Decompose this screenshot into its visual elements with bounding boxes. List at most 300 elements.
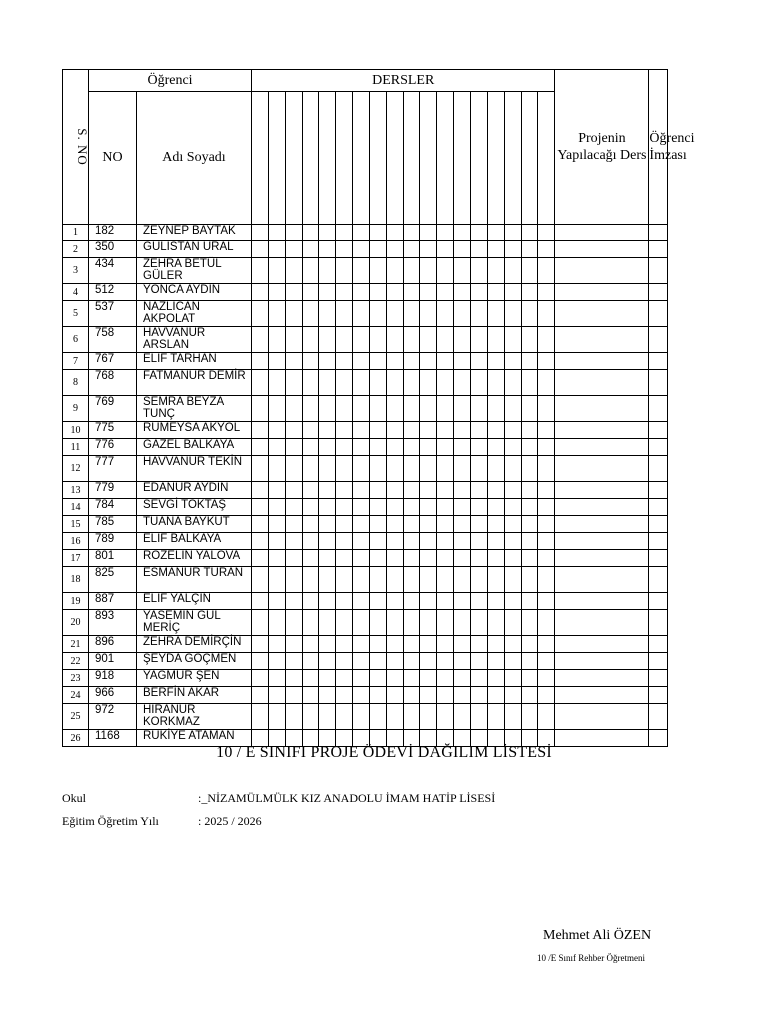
row-subject-cell[interactable]	[521, 567, 538, 593]
row-subject-cell[interactable]	[538, 499, 555, 516]
row-subject-cell[interactable]	[454, 456, 471, 482]
row-subject-cell[interactable]	[285, 593, 302, 610]
row-signature-cell[interactable]	[649, 422, 668, 439]
row-subject-cell[interactable]	[521, 653, 538, 670]
row-subject-cell[interactable]	[487, 456, 504, 482]
row-subject-cell[interactable]	[268, 284, 285, 301]
row-subject-cell[interactable]	[252, 499, 269, 516]
row-subject-cell[interactable]	[403, 593, 420, 610]
row-subject-cell[interactable]	[285, 456, 302, 482]
row-subject-cell[interactable]	[252, 704, 269, 730]
row-subject-cell[interactable]	[538, 225, 555, 241]
row-subject-cell[interactable]	[470, 516, 487, 533]
row-subject-cell[interactable]	[268, 516, 285, 533]
row-subject-cell[interactable]	[336, 533, 353, 550]
row-subject-cell[interactable]	[386, 241, 403, 258]
row-subject-cell[interactable]	[369, 241, 386, 258]
row-subject-cell[interactable]	[319, 301, 336, 327]
row-subject-cell[interactable]	[437, 636, 454, 653]
row-subject-cell[interactable]	[369, 593, 386, 610]
row-subject-cell[interactable]	[437, 499, 454, 516]
row-subject-cell[interactable]	[336, 422, 353, 439]
row-subject-cell[interactable]	[386, 567, 403, 593]
row-subject-cell[interactable]	[470, 593, 487, 610]
row-subject-cell[interactable]	[285, 353, 302, 370]
row-subject-cell[interactable]	[454, 610, 471, 636]
row-subject-cell[interactable]	[386, 516, 403, 533]
row-subject-cell[interactable]	[336, 704, 353, 730]
row-subject-cell[interactable]	[285, 704, 302, 730]
row-project-subject-cell[interactable]	[555, 670, 649, 687]
row-subject-cell[interactable]	[285, 396, 302, 422]
row-subject-cell[interactable]	[403, 370, 420, 396]
row-signature-cell[interactable]	[649, 301, 668, 327]
row-subject-cell[interactable]	[386, 422, 403, 439]
row-project-subject-cell[interactable]	[555, 687, 649, 704]
row-project-subject-cell[interactable]	[555, 499, 649, 516]
row-subject-cell[interactable]	[420, 636, 437, 653]
row-subject-cell[interactable]	[252, 653, 269, 670]
row-subject-cell[interactable]	[437, 704, 454, 730]
row-signature-cell[interactable]	[649, 516, 668, 533]
row-subject-cell[interactable]	[386, 593, 403, 610]
row-subject-cell[interactable]	[470, 284, 487, 301]
row-subject-cell[interactable]	[285, 499, 302, 516]
row-subject-cell[interactable]	[252, 370, 269, 396]
row-subject-cell[interactable]	[454, 653, 471, 670]
row-subject-cell[interactable]	[285, 567, 302, 593]
row-subject-cell[interactable]	[268, 499, 285, 516]
row-subject-cell[interactable]	[437, 533, 454, 550]
row-subject-cell[interactable]	[369, 567, 386, 593]
row-subject-cell[interactable]	[386, 284, 403, 301]
row-subject-cell[interactable]	[487, 550, 504, 567]
row-subject-cell[interactable]	[487, 704, 504, 730]
row-subject-cell[interactable]	[403, 610, 420, 636]
row-subject-cell[interactable]	[319, 593, 336, 610]
row-subject-cell[interactable]	[319, 353, 336, 370]
row-subject-cell[interactable]	[369, 704, 386, 730]
row-subject-cell[interactable]	[403, 225, 420, 241]
row-subject-cell[interactable]	[521, 241, 538, 258]
row-subject-cell[interactable]	[504, 670, 521, 687]
row-subject-cell[interactable]	[336, 687, 353, 704]
row-signature-cell[interactable]	[649, 439, 668, 456]
row-subject-cell[interactable]	[538, 687, 555, 704]
row-subject-cell[interactable]	[454, 353, 471, 370]
row-subject-cell[interactable]	[268, 593, 285, 610]
row-subject-cell[interactable]	[302, 422, 319, 439]
row-subject-cell[interactable]	[403, 499, 420, 516]
row-subject-cell[interactable]	[521, 225, 538, 241]
row-subject-cell[interactable]	[285, 439, 302, 456]
row-subject-cell[interactable]	[454, 516, 471, 533]
row-project-subject-cell[interactable]	[555, 653, 649, 670]
row-subject-cell[interactable]	[268, 704, 285, 730]
row-subject-cell[interactable]	[268, 533, 285, 550]
row-subject-cell[interactable]	[538, 482, 555, 499]
row-subject-cell[interactable]	[437, 456, 454, 482]
row-subject-cell[interactable]	[521, 284, 538, 301]
row-subject-cell[interactable]	[454, 687, 471, 704]
row-subject-cell[interactable]	[487, 670, 504, 687]
row-subject-cell[interactable]	[420, 353, 437, 370]
row-subject-cell[interactable]	[403, 550, 420, 567]
row-signature-cell[interactable]	[649, 704, 668, 730]
row-subject-cell[interactable]	[454, 567, 471, 593]
row-subject-cell[interactable]	[302, 301, 319, 327]
row-subject-cell[interactable]	[470, 301, 487, 327]
row-subject-cell[interactable]	[252, 456, 269, 482]
row-subject-cell[interactable]	[470, 353, 487, 370]
row-subject-cell[interactable]	[420, 396, 437, 422]
row-subject-cell[interactable]	[420, 653, 437, 670]
row-subject-cell[interactable]	[403, 284, 420, 301]
row-subject-cell[interactable]	[454, 241, 471, 258]
row-subject-cell[interactable]	[487, 422, 504, 439]
row-subject-cell[interactable]	[504, 704, 521, 730]
row-subject-cell[interactable]	[268, 353, 285, 370]
row-subject-cell[interactable]	[487, 567, 504, 593]
row-subject-cell[interactable]	[252, 593, 269, 610]
row-subject-cell[interactable]	[504, 482, 521, 499]
row-subject-cell[interactable]	[538, 704, 555, 730]
row-subject-cell[interactable]	[504, 499, 521, 516]
row-subject-cell[interactable]	[454, 439, 471, 456]
row-subject-cell[interactable]	[420, 704, 437, 730]
row-subject-cell[interactable]	[353, 499, 370, 516]
row-subject-cell[interactable]	[336, 258, 353, 284]
row-subject-cell[interactable]	[538, 593, 555, 610]
row-subject-cell[interactable]	[336, 636, 353, 653]
row-project-subject-cell[interactable]	[555, 456, 649, 482]
row-subject-cell[interactable]	[521, 456, 538, 482]
row-subject-cell[interactable]	[454, 422, 471, 439]
row-subject-cell[interactable]	[420, 241, 437, 258]
row-subject-cell[interactable]	[369, 396, 386, 422]
row-subject-cell[interactable]	[268, 258, 285, 284]
row-subject-cell[interactable]	[285, 422, 302, 439]
row-subject-cell[interactable]	[252, 636, 269, 653]
row-subject-cell[interactable]	[437, 225, 454, 241]
row-subject-cell[interactable]	[403, 533, 420, 550]
row-subject-cell[interactable]	[302, 353, 319, 370]
row-subject-cell[interactable]	[538, 396, 555, 422]
row-subject-cell[interactable]	[454, 533, 471, 550]
row-signature-cell[interactable]	[649, 370, 668, 396]
row-subject-cell[interactable]	[386, 482, 403, 499]
row-subject-cell[interactable]	[302, 370, 319, 396]
row-subject-cell[interactable]	[252, 610, 269, 636]
row-subject-cell[interactable]	[386, 353, 403, 370]
row-subject-cell[interactable]	[521, 396, 538, 422]
row-subject-cell[interactable]	[369, 482, 386, 499]
row-subject-cell[interactable]	[487, 301, 504, 327]
row-subject-cell[interactable]	[386, 225, 403, 241]
row-subject-cell[interactable]	[268, 653, 285, 670]
row-subject-cell[interactable]	[386, 687, 403, 704]
row-subject-cell[interactable]	[369, 353, 386, 370]
row-subject-cell[interactable]	[353, 225, 370, 241]
row-project-subject-cell[interactable]	[555, 610, 649, 636]
row-subject-cell[interactable]	[538, 533, 555, 550]
row-signature-cell[interactable]	[649, 670, 668, 687]
row-subject-cell[interactable]	[403, 636, 420, 653]
row-subject-cell[interactable]	[538, 456, 555, 482]
row-subject-cell[interactable]	[353, 456, 370, 482]
row-subject-cell[interactable]	[353, 550, 370, 567]
row-subject-cell[interactable]	[437, 258, 454, 284]
row-subject-cell[interactable]	[268, 439, 285, 456]
row-subject-cell[interactable]	[538, 567, 555, 593]
row-subject-cell[interactable]	[521, 439, 538, 456]
row-subject-cell[interactable]	[454, 499, 471, 516]
row-subject-cell[interactable]	[521, 301, 538, 327]
row-subject-cell[interactable]	[420, 284, 437, 301]
row-subject-cell[interactable]	[403, 670, 420, 687]
row-subject-cell[interactable]	[285, 516, 302, 533]
row-subject-cell[interactable]	[353, 610, 370, 636]
row-subject-cell[interactable]	[420, 687, 437, 704]
row-subject-cell[interactable]	[504, 327, 521, 353]
row-subject-cell[interactable]	[369, 284, 386, 301]
row-subject-cell[interactable]	[285, 550, 302, 567]
row-subject-cell[interactable]	[369, 456, 386, 482]
row-subject-cell[interactable]	[470, 439, 487, 456]
row-subject-cell[interactable]	[470, 422, 487, 439]
row-subject-cell[interactable]	[252, 439, 269, 456]
row-subject-cell[interactable]	[420, 482, 437, 499]
row-subject-cell[interactable]	[504, 370, 521, 396]
row-subject-cell[interactable]	[268, 636, 285, 653]
row-subject-cell[interactable]	[386, 499, 403, 516]
row-subject-cell[interactable]	[437, 370, 454, 396]
row-subject-cell[interactable]	[504, 258, 521, 284]
row-subject-cell[interactable]	[504, 284, 521, 301]
row-subject-cell[interactable]	[369, 258, 386, 284]
row-subject-cell[interactable]	[538, 670, 555, 687]
row-subject-cell[interactable]	[470, 550, 487, 567]
row-signature-cell[interactable]	[649, 396, 668, 422]
row-project-subject-cell[interactable]	[555, 370, 649, 396]
row-subject-cell[interactable]	[252, 422, 269, 439]
row-subject-cell[interactable]	[386, 456, 403, 482]
row-subject-cell[interactable]	[420, 533, 437, 550]
row-subject-cell[interactable]	[319, 370, 336, 396]
row-subject-cell[interactable]	[268, 456, 285, 482]
row-subject-cell[interactable]	[353, 241, 370, 258]
row-subject-cell[interactable]	[353, 593, 370, 610]
row-subject-cell[interactable]	[420, 610, 437, 636]
row-subject-cell[interactable]	[268, 610, 285, 636]
row-subject-cell[interactable]	[336, 670, 353, 687]
row-subject-cell[interactable]	[454, 258, 471, 284]
row-project-subject-cell[interactable]	[555, 396, 649, 422]
row-subject-cell[interactable]	[268, 670, 285, 687]
row-subject-cell[interactable]	[336, 456, 353, 482]
row-subject-cell[interactable]	[403, 327, 420, 353]
row-subject-cell[interactable]	[454, 225, 471, 241]
row-subject-cell[interactable]	[386, 327, 403, 353]
row-subject-cell[interactable]	[403, 439, 420, 456]
row-signature-cell[interactable]	[649, 567, 668, 593]
row-subject-cell[interactable]	[285, 636, 302, 653]
row-subject-cell[interactable]	[504, 533, 521, 550]
row-subject-cell[interactable]	[336, 610, 353, 636]
row-signature-cell[interactable]	[649, 499, 668, 516]
row-subject-cell[interactable]	[369, 636, 386, 653]
row-subject-cell[interactable]	[487, 241, 504, 258]
row-subject-cell[interactable]	[369, 301, 386, 327]
row-subject-cell[interactable]	[454, 636, 471, 653]
row-project-subject-cell[interactable]	[555, 353, 649, 370]
row-subject-cell[interactable]	[302, 284, 319, 301]
row-subject-cell[interactable]	[538, 550, 555, 567]
row-subject-cell[interactable]	[470, 687, 487, 704]
row-subject-cell[interactable]	[336, 353, 353, 370]
row-subject-cell[interactable]	[487, 396, 504, 422]
row-subject-cell[interactable]	[504, 567, 521, 593]
row-subject-cell[interactable]	[302, 593, 319, 610]
row-subject-cell[interactable]	[252, 567, 269, 593]
row-subject-cell[interactable]	[403, 653, 420, 670]
row-subject-cell[interactable]	[504, 301, 521, 327]
row-project-subject-cell[interactable]	[555, 533, 649, 550]
row-subject-cell[interactable]	[386, 653, 403, 670]
row-subject-cell[interactable]	[538, 241, 555, 258]
row-subject-cell[interactable]	[403, 353, 420, 370]
row-signature-cell[interactable]	[649, 353, 668, 370]
row-subject-cell[interactable]	[403, 422, 420, 439]
row-subject-cell[interactable]	[386, 670, 403, 687]
row-subject-cell[interactable]	[252, 670, 269, 687]
row-subject-cell[interactable]	[353, 704, 370, 730]
row-subject-cell[interactable]	[420, 567, 437, 593]
row-subject-cell[interactable]	[369, 610, 386, 636]
row-subject-cell[interactable]	[268, 301, 285, 327]
row-subject-cell[interactable]	[369, 670, 386, 687]
row-subject-cell[interactable]	[470, 704, 487, 730]
row-subject-cell[interactable]	[403, 567, 420, 593]
row-subject-cell[interactable]	[521, 482, 538, 499]
row-subject-cell[interactable]	[268, 327, 285, 353]
row-subject-cell[interactable]	[302, 704, 319, 730]
row-subject-cell[interactable]	[487, 353, 504, 370]
row-subject-cell[interactable]	[487, 610, 504, 636]
row-subject-cell[interactable]	[353, 516, 370, 533]
row-subject-cell[interactable]	[353, 439, 370, 456]
row-subject-cell[interactable]	[252, 241, 269, 258]
row-subject-cell[interactable]	[369, 516, 386, 533]
row-project-subject-cell[interactable]	[555, 301, 649, 327]
row-subject-cell[interactable]	[504, 550, 521, 567]
row-subject-cell[interactable]	[420, 516, 437, 533]
row-subject-cell[interactable]	[470, 225, 487, 241]
row-subject-cell[interactable]	[487, 284, 504, 301]
row-project-subject-cell[interactable]	[555, 482, 649, 499]
row-project-subject-cell[interactable]	[555, 516, 649, 533]
row-subject-cell[interactable]	[386, 396, 403, 422]
row-subject-cell[interactable]	[470, 396, 487, 422]
row-signature-cell[interactable]	[649, 610, 668, 636]
row-subject-cell[interactable]	[521, 258, 538, 284]
row-subject-cell[interactable]	[252, 327, 269, 353]
row-signature-cell[interactable]	[649, 225, 668, 241]
row-project-subject-cell[interactable]	[555, 636, 649, 653]
row-subject-cell[interactable]	[319, 670, 336, 687]
row-subject-cell[interactable]	[470, 610, 487, 636]
row-subject-cell[interactable]	[454, 284, 471, 301]
row-subject-cell[interactable]	[268, 567, 285, 593]
row-subject-cell[interactable]	[353, 284, 370, 301]
row-subject-cell[interactable]	[252, 258, 269, 284]
row-project-subject-cell[interactable]	[555, 225, 649, 241]
row-subject-cell[interactable]	[504, 422, 521, 439]
row-subject-cell[interactable]	[420, 258, 437, 284]
row-subject-cell[interactable]	[353, 353, 370, 370]
row-subject-cell[interactable]	[319, 516, 336, 533]
row-subject-cell[interactable]	[252, 225, 269, 241]
row-subject-cell[interactable]	[521, 516, 538, 533]
row-project-subject-cell[interactable]	[555, 550, 649, 567]
row-subject-cell[interactable]	[403, 687, 420, 704]
row-subject-cell[interactable]	[302, 396, 319, 422]
row-subject-cell[interactable]	[470, 670, 487, 687]
row-subject-cell[interactable]	[285, 301, 302, 327]
row-subject-cell[interactable]	[285, 225, 302, 241]
row-signature-cell[interactable]	[649, 636, 668, 653]
row-subject-cell[interactable]	[319, 533, 336, 550]
row-subject-cell[interactable]	[470, 653, 487, 670]
row-subject-cell[interactable]	[538, 258, 555, 284]
row-subject-cell[interactable]	[302, 482, 319, 499]
row-subject-cell[interactable]	[336, 593, 353, 610]
row-signature-cell[interactable]	[649, 653, 668, 670]
row-subject-cell[interactable]	[285, 482, 302, 499]
row-subject-cell[interactable]	[454, 396, 471, 422]
row-subject-cell[interactable]	[319, 653, 336, 670]
row-project-subject-cell[interactable]	[555, 258, 649, 284]
row-subject-cell[interactable]	[403, 516, 420, 533]
row-subject-cell[interactable]	[336, 499, 353, 516]
row-subject-cell[interactable]	[369, 225, 386, 241]
row-subject-cell[interactable]	[538, 636, 555, 653]
row-subject-cell[interactable]	[420, 327, 437, 353]
row-subject-cell[interactable]	[268, 241, 285, 258]
row-subject-cell[interactable]	[437, 327, 454, 353]
row-project-subject-cell[interactable]	[555, 593, 649, 610]
row-subject-cell[interactable]	[504, 636, 521, 653]
row-project-subject-cell[interactable]	[555, 422, 649, 439]
row-subject-cell[interactable]	[437, 284, 454, 301]
row-subject-cell[interactable]	[386, 636, 403, 653]
row-subject-cell[interactable]	[504, 353, 521, 370]
row-signature-cell[interactable]	[649, 258, 668, 284]
row-subject-cell[interactable]	[538, 516, 555, 533]
row-subject-cell[interactable]	[521, 499, 538, 516]
row-signature-cell[interactable]	[649, 482, 668, 499]
row-subject-cell[interactable]	[319, 422, 336, 439]
row-subject-cell[interactable]	[487, 370, 504, 396]
row-subject-cell[interactable]	[538, 327, 555, 353]
row-subject-cell[interactable]	[353, 567, 370, 593]
row-subject-cell[interactable]	[487, 687, 504, 704]
row-subject-cell[interactable]	[437, 301, 454, 327]
row-subject-cell[interactable]	[369, 327, 386, 353]
row-subject-cell[interactable]	[369, 499, 386, 516]
row-subject-cell[interactable]	[268, 550, 285, 567]
row-subject-cell[interactable]	[353, 653, 370, 670]
